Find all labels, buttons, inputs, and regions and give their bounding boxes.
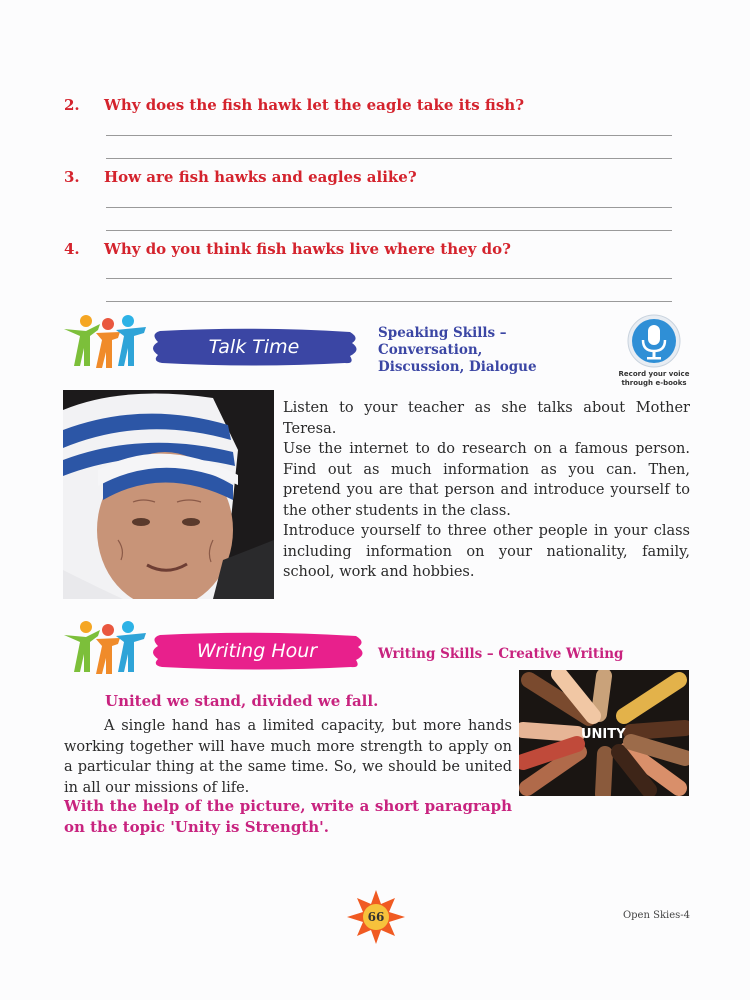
people-group-icon <box>60 314 150 370</box>
unity-paragraph: A single hand has a limited capacity, but more hands working together will have much more strength to apply on a particular thing at the same time. So, we should be united in all our missions of life. <box>64 718 512 796</box>
answer-line[interactable] <box>106 158 672 159</box>
answer-line[interactable] <box>106 278 672 279</box>
unity-hands-picture <box>519 670 689 796</box>
instruction-paragraph: Listen to your teacher as she talks about Mother Teresa. <box>283 400 690 437</box>
caption-line: Record your voice <box>618 370 690 378</box>
question-text: Why does the fish hawk let the eagle take its fish? <box>104 96 524 114</box>
speaking-skills <box>378 325 537 376</box>
answer-line[interactable] <box>106 207 672 208</box>
image-caption: UNITY <box>581 727 626 742</box>
question-number: 2. <box>64 96 80 114</box>
talk-time-instructions <box>283 398 690 583</box>
page-number-badge <box>347 890 405 944</box>
skills-line: Speaking Skills – <box>378 325 507 341</box>
instruction-paragraph: Introduce yourself to three other people in your class including information on your nationality, family, school, work and hobbies. <box>283 523 690 580</box>
caption-line: through e-books <box>621 379 687 387</box>
answer-line[interactable] <box>106 301 672 302</box>
book-title: Open Skies-4 <box>622 910 690 921</box>
banner-label: Talk Time <box>208 336 300 358</box>
people-group-icon <box>60 620 150 676</box>
writing-task: With the help of the picture, write a short paragraph on the topic 'Unity is Strength'. <box>64 797 512 836</box>
banner-label: Writing Hour <box>196 640 318 662</box>
question-2 <box>64 96 524 114</box>
question-number: 4. <box>64 240 80 258</box>
mother-teresa-photo <box>63 390 274 599</box>
microphone-icon[interactable] <box>627 314 681 368</box>
skills-line: Discussion, Dialogue <box>378 359 537 375</box>
answer-line[interactable] <box>106 230 672 231</box>
instruction-paragraph: Use the internet to do research on a famous person. Find out as much information as you can. Then, pretend you are that person and introduce yourself to the other students in the class. <box>283 441 690 519</box>
question-3 <box>64 168 417 186</box>
question-text: Why do you think fish hawks live where they do? <box>104 240 511 258</box>
motto: United we stand, divided we fall. <box>105 692 379 710</box>
question-text: How are fish hawks and eagles alike? <box>104 168 417 186</box>
skills-line: Conversation, <box>378 342 483 358</box>
question-number: 3. <box>64 168 80 186</box>
answer-line[interactable] <box>106 135 672 136</box>
question-4 <box>64 240 511 258</box>
record-caption <box>612 370 696 388</box>
page-number: 66 <box>367 910 385 924</box>
talk-time-banner <box>150 328 358 366</box>
writing-hour-banner <box>150 632 364 670</box>
writing-skills: Writing Skills – Creative Writing <box>378 646 624 662</box>
